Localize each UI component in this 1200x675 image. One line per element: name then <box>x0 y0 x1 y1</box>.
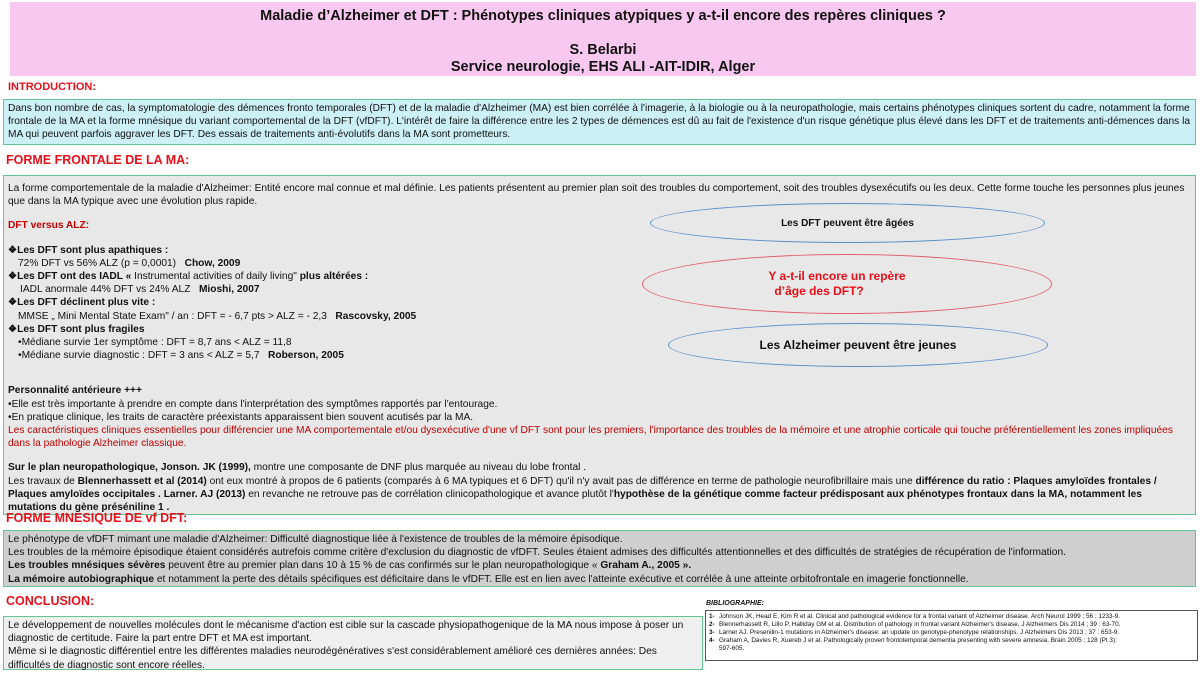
bibliography-item <box>709 621 1194 629</box>
neuropatho-lead: Sur le plan neuropathologique, Jonson. JK (1999), <box>8 462 251 474</box>
introduction-title: INTRODUCTION: <box>8 81 96 93</box>
bibliography-item-continued <box>709 645 1194 653</box>
diamond-bullet-icon: ❖ <box>8 297 18 309</box>
conclusion-title: CONCLUSION: <box>6 594 95 608</box>
ref-number: 3- <box>709 629 715 636</box>
text-span: Les travaux de <box>8 475 78 487</box>
ellipse-text-line2: d’âge des DFT? <box>774 284 864 298</box>
mnesique-line: Les troubles de la mémoire épisodique étaient considérés autrefois comme critère d'exclusion du diagnostic de vfDFT. Seules étaient admises des difficultés attentionnelles et des difficultés de stratégies de récupération de l'information. <box>8 547 1066 559</box>
frontale-intro: La forme comportementale de la maladie d'Alzheimer: Entité encore mal connue et mal définie. Les patients présentent au premier plan soit des troubles du comportement, soit des troubles dysexécutifs ou les deux. Cette forme touche les personnes plus jeunes que dans la MA typique avec une évolution plus rapide. <box>8 183 1185 208</box>
bibliographie-title: BIBLIOGRAPHIE: <box>706 600 764 607</box>
ref-text: 597-605. <box>719 645 745 652</box>
versus-title: DFT versus ALZ: <box>8 220 90 232</box>
forme-mnesique-title: FORME MNESIQUE DE vf DFT: <box>6 511 188 525</box>
ellipse-dft-agees <box>650 203 1045 243</box>
text-span: en revanche ne retrouve pas de corrélation clinicopathologique et avance plutôt l' <box>245 488 614 500</box>
conclusion-box <box>3 616 703 670</box>
point-reference: Rascovsky, 2005 <box>335 310 417 322</box>
point-heading: Les DFT ont des IADL « <box>17 271 135 283</box>
ref-text: Larner AJ. Presenilin-1 mutations in Alzheimer's disease: an update on genotype-phenotype relationships. J Alzheimers Dis 2013 ; 37 : 653-9. <box>719 629 1120 636</box>
mnesique-line <box>8 559 1191 572</box>
ref-text: Graham A, Davies R, Xuereb J et al. Pathologically proven frontotemporal dementia presenting with severe amnesia. Brain 2005 ; 128 (Pt 3): <box>719 637 1117 644</box>
conclusion-p1: Le développement de nouvelles molécules dont le mécanisme d'action est cible sur la cascade physiopathogenique de la MA nous impose à poser un diagnostic de certitude. Faire la part entre DFT et MA est important. <box>8 620 684 645</box>
introduction-box <box>3 99 1196 145</box>
ellipse-text: Les Alzheimer peuvent être jeunes <box>759 338 957 352</box>
personnalite-line: •En pratique clinique, les traits de caractère préexistants apparaissent bien souvent acutisés par la MA. <box>8 411 474 423</box>
text-span-bold: La mémoire autobiographique <box>8 573 155 585</box>
ellipse-text: Les DFT peuvent être âgées <box>781 217 914 229</box>
introduction-text: Dans bon nombre de cas, la symptomatologie des démences fronto temporales (DFT) et de la maladie d'Alzheimer (MA) est bien corrélée à l'imagerie, à la biologie ou à la neuropathologie, mais certains phénotypes cliniques sortent du cadre, notamment la forme frontale de la MA et la forme mnésique du variant comportemental de la DFT (vfDFT). L'intérêt de faire la différence entre les 2 types de démences est dû au fait de l'existence d'un risque génétique plus élevé dans les DFT et de traitements anti-démences dans la MA qui peuvent parfois aggraver les DFT. Des essais de traitements anti-évolutifs dans la MA sont prometteurs. <box>8 103 1190 141</box>
neuropatho-p2 <box>8 475 1191 515</box>
mnesique-line <box>8 573 1191 586</box>
ellipse-repere-age <box>642 254 1052 314</box>
poster-header <box>10 2 1196 76</box>
point-line: •Médiane survie 1er symptôme : DFT = 8,7 ans < ALZ = 11,8 <box>18 337 292 349</box>
point-heading: Les DFT sont plus fragiles <box>17 323 145 335</box>
author-name: S. Belarbi <box>569 42 637 58</box>
point-heading: Les DFT sont plus apathiques : <box>17 244 169 256</box>
ellipse-alzheimer-jeunes <box>668 323 1048 367</box>
text-span-bold: Les troubles mnésiques sévères <box>8 560 166 572</box>
affiliation: Service neurologie, EHS ALI -AIT-IDIR, Alger <box>450 59 756 75</box>
ref-text: Johnson JK, Head E, Kim R et al. Clinical and pathological evidence for a frontal variant of Alzheimer disease. Arch Neurol 1999 ; 56 : 1233-9. <box>719 613 1121 620</box>
neuropatho-p1 <box>8 461 1191 474</box>
point-line: •Médiane survie diagnostic : DFT = 3 ans < ALZ = 5,7 <box>18 350 260 362</box>
point-heading-normal: Instrumental activities of daily living" <box>134 271 297 283</box>
conclusion-p2: Même si le diagnostic différentiel entre les différentes maladies neurodégénératives s'est considérablement amélioré ces dernières années: Des difficultés de diagnostic sont encore réelles. <box>8 646 657 671</box>
mnesique-line: Le phénotype de vfDFT mimant une maladie d'Alzheimer: Difficulté diagnostique liée à l'existence de troubles de la mémoire épisodique. <box>8 534 623 545</box>
ref-number: 2- <box>709 621 715 628</box>
diamond-bullet-icon: ❖ <box>8 271 18 283</box>
text-span-bold: Blennerhassett et al (2014) <box>77 475 207 487</box>
personnalite-title: Personnalité antérieure +++ <box>8 385 142 397</box>
point-line: 72% DFT vs 56% ALZ (p = 0,0001) <box>18 257 177 269</box>
bibliographie-box <box>705 610 1198 661</box>
personnalite-line: •Elle est très importante à prendre en compte dans l'interprétation des symptômes rapportés par l'entourage. <box>8 398 498 410</box>
ref-number: 1- <box>709 613 715 620</box>
text-span: ont eux montré à propos de 6 patients (comparés à 6 MA typiques et 6 DFT) qu'il n'y avait pas de différence en terme de pathologie neurofibrillaire mais une <box>206 475 916 487</box>
text-span-bold: hypothèse de la génétique comme facteur prédisposant aux phénotypes frontaux dans la MA, notamment les mutations du gène préséniline 1 . <box>8 488 1142 514</box>
point-line: MMSE „ Mini Mental State Exam" / an : DFT = - 6,7 pts > ALZ = - 2,3 <box>18 310 327 322</box>
ellipse-text-line1: Y a-t-il encore un repère <box>768 269 906 283</box>
bibliography-item <box>709 637 1194 645</box>
ref-number: 4- <box>709 637 715 644</box>
diamond-bullet-icon: ❖ <box>8 323 18 335</box>
caracteristiques-red-text: Les caractéristiques cliniques essentielles pour différencier une MA comportementale et/ou dysexécutive d'une vf DFT sont pour les premiers, l'importance des troubles de la mémoire et une atrophie corticale qui touche préférentiellement les zones impliquées dans la pathologie Alzheimer classique. <box>8 425 1173 450</box>
reference: Graham A., 2005 ». <box>600 560 692 572</box>
point-heading: Les DFT déclinent plus vite : <box>17 297 156 309</box>
point-reference: Chow, 2009 <box>184 257 241 269</box>
point-heading-end: plus altérées : <box>296 271 369 283</box>
forme-frontale-title: FORME FRONTALE DE LA MA: <box>6 153 190 167</box>
ref-text: Blennerhassett R, Lillo P, Halliday GM et al. Distribution of pathology in frontal variant Alzheimer's disease. J Alzheimers Dis 2014 ; 39 : 63-70. <box>719 621 1121 628</box>
text-span: peuvent être au premier plan dans 10 à 15 % de cas confirmés sur le plan neuropathologique « <box>165 560 601 572</box>
poster-title: Maladie d’Alzheimer et DFT : Phénotypes cliniques atypiques y a-t-il encore des repères cliniques ? <box>260 8 946 24</box>
neuropatho-text: montre une composante de DNF plus marquée au niveau du lobe frontal . <box>250 462 587 474</box>
point-reference: Roberson, 2005 <box>268 350 344 362</box>
point-reference: Mioshi, 2007 <box>198 284 260 296</box>
bibliography-item <box>709 613 1194 621</box>
forme-mnesique-box <box>3 530 1196 587</box>
text-span: et notamment la perte des détails spécifiques est déficitaire dans le vfDFT. Elle est en lien avec l'atteinte exécutive et corrélée à une atteinte orbitofrontale en imagerie fonctionnelle. <box>154 573 969 585</box>
text-span-bold: différence du ratio : Plaques amyloïdes frontales / Plaques amyloïdes occipitales . Larner. AJ (2013) <box>8 475 1157 500</box>
point-line: IADL anormale 44% DFT vs 24% ALZ <box>20 284 191 296</box>
bibliography-item <box>709 629 1194 637</box>
diamond-bullet-icon: ❖ <box>8 244 18 256</box>
